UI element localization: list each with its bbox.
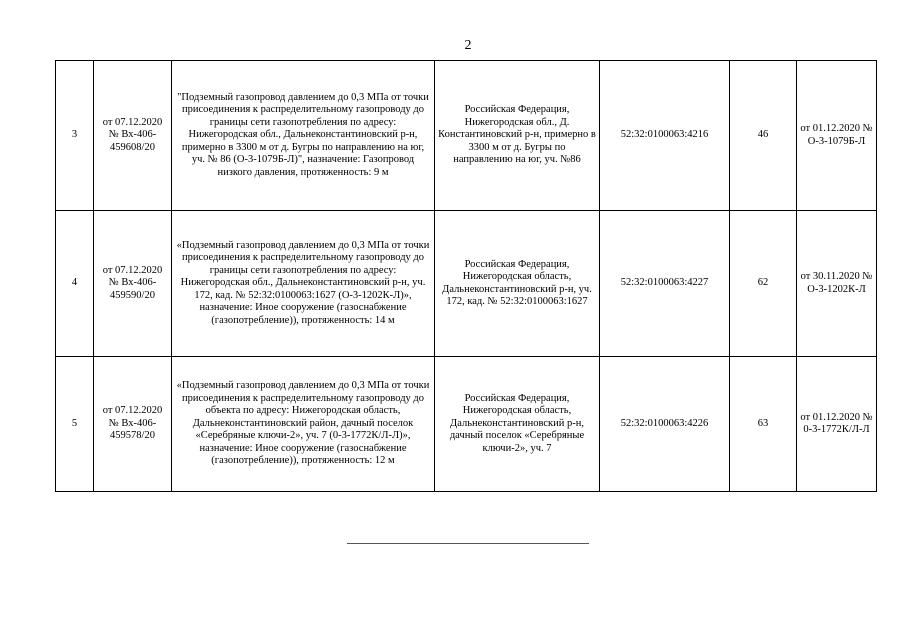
- address-cell: Российская Федерация, Нижегородская область, Дальнеконстантиновский р-н, уч. 172, кад. № 52:32:0100063:1627: [435, 211, 600, 357]
- row-number-cell: 4: [56, 211, 94, 357]
- cadastral-number-cell: 52:32:0100063:4216: [600, 61, 730, 211]
- table-row: [56, 211, 877, 357]
- cadastral-number-cell: 52:32:0100063:4226: [600, 357, 730, 492]
- row-number-cell: 3: [56, 61, 94, 211]
- object-description-cell: «Подземный газопровод давлением до 0,3 МПа от точки присоединения к распределительному газопроводу до границы сети газопотребления по адресу: Нижегородская обл., Дальнеконстантиновский р-н, уч. 172, кад. № 52:32:0100063:1627 (О-3-1202К-Л)», назначение: Иное сооружение (газоснабжение (газопотребление)), протяженность: 14 м: [172, 211, 435, 357]
- page-number: 2: [464, 38, 472, 53]
- count-cell: 46: [730, 61, 797, 211]
- footer-divider: [347, 543, 589, 544]
- cadastral-number-cell: 52:32:0100063:4227: [600, 211, 730, 357]
- decision-cell: от 01.12.2020 № О-3-1079Б-Л: [797, 61, 877, 211]
- request-cell: от 07.12.2020 № Вх-406-459608/20: [94, 61, 172, 211]
- request-cell: от 07.12.2020 № Вх-406-459578/20: [94, 357, 172, 492]
- address-cell: Российская Федерация, Нижегородская область, Дальнеконстантиновский р-н, дачный поселок «Серебряные ключи-2», уч. 7: [435, 357, 600, 492]
- decision-cell: от 30.11.2020 № О-3-1202К-Л: [797, 211, 877, 357]
- object-description-cell: «Подземный газопровод давлением до 0,3 МПа от точки присоединения к распределительному газопроводу до объекта по адресу: Нижегородская область, Дальнеконстантиновский район, дачный поселок «Серебряные ключи-2», уч. 7 (0-3-1772К/Л-Л)», назначение: Иное сооружение (газоснабжение (газопотребление)), протяженность: 12 м: [172, 357, 435, 492]
- table-row: [56, 61, 877, 211]
- decision-cell: от 01.12.2020 № 0-3-1772К/Л-Л: [797, 357, 877, 492]
- row-number-cell: 5: [56, 357, 94, 492]
- count-cell: 63: [730, 357, 797, 492]
- registry-table: [55, 60, 877, 492]
- count-cell: 62: [730, 211, 797, 357]
- address-cell: Российская Федерация, Нижегородская обл., Д. Константиновский р-н, примерно в 3300 м от д. Бугры по направлению на юг, уч. №86: [435, 61, 600, 211]
- table-row: [56, 357, 877, 492]
- request-cell: от 07.12.2020 № Вх-406-459590/20: [94, 211, 172, 357]
- object-description-cell: "Подземный газопровод давлением до 0,3 МПа от точки присоединения к распределительному газопроводу до границы сети газопотребления по адресу: Нижегородская обл., Дальнеконстантиновский р-н, примерно в 3300 м от д. Бугры по направлению на юг, уч. № 86 (О-3-1079Б-Л)", назначение: Газопровод низкого давления, протяженность: 9 м: [172, 61, 435, 211]
